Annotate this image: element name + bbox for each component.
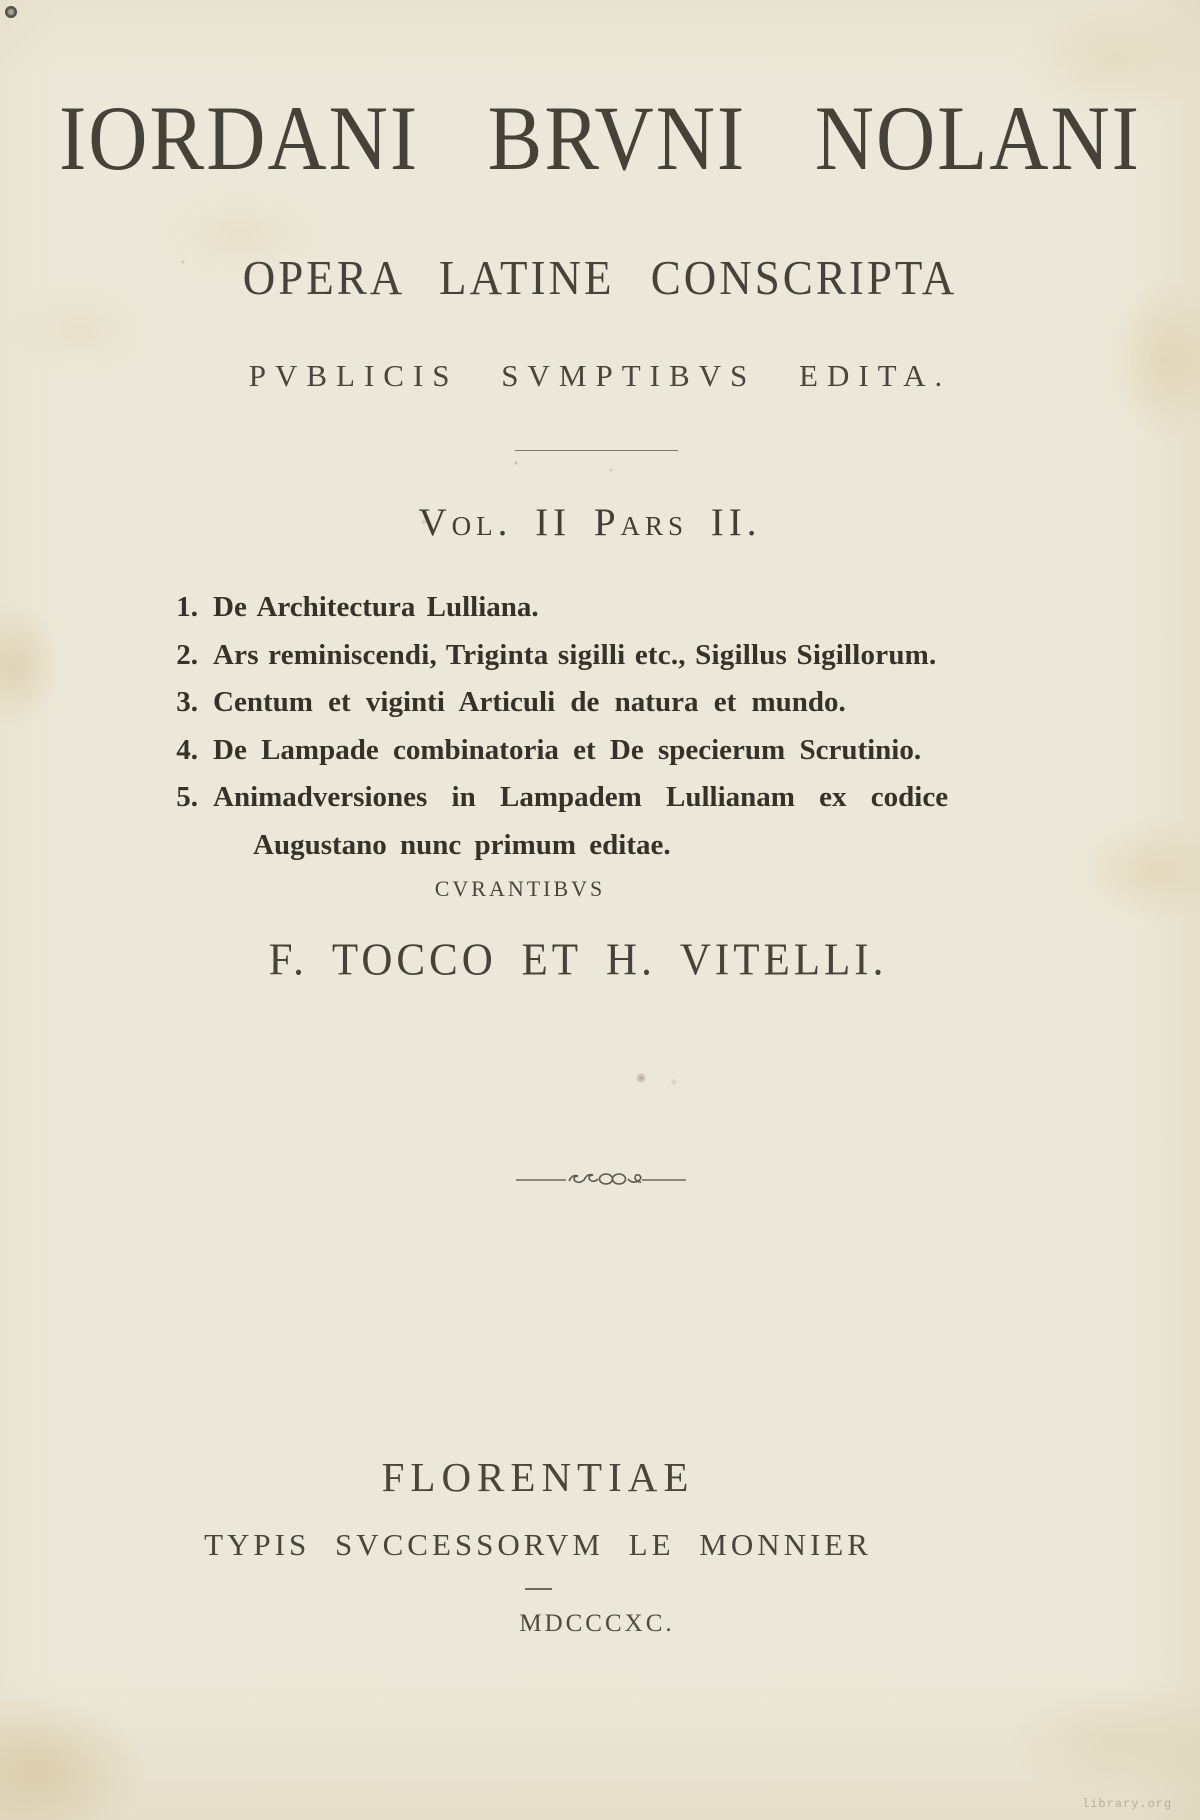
ornament-flourish-icon xyxy=(516,1170,686,1195)
list-item-text: Animadversiones in Lampadem Lullianam ex codice xyxy=(213,781,949,813)
list-item-text: Centum et viginti Articuli de natura et mundo. xyxy=(213,686,846,718)
list-item-text: De Lampade combinatoria et De specierum Scrutinio. xyxy=(213,733,922,766)
contents-list xyxy=(170,584,1030,869)
editors-line: F. TOCCO ET H. VITELLI. xyxy=(268,935,888,986)
list-item xyxy=(170,727,1030,775)
list-item-text: Ars reminiscendi, Triginta sigilli etc., Sigillus Sigillorum. xyxy=(213,638,937,671)
list-item-number: 3. xyxy=(176,686,198,718)
list-item xyxy=(170,774,1030,822)
imprint-place: FLORENTIAE xyxy=(381,1454,695,1500)
list-item xyxy=(170,679,1030,727)
divider-rule xyxy=(515,450,678,451)
curantibus-label: CVRANTIBVS xyxy=(434,876,606,901)
list-item-number: 5. xyxy=(176,781,198,813)
list-item xyxy=(170,584,1030,632)
volume-line: Vol. II Pars II. xyxy=(418,501,762,544)
imprint-printer: TYPIS SVCCESSORVM LE MONNIER xyxy=(204,1527,872,1562)
list-item xyxy=(170,632,1030,680)
scan-corner-mark-icon xyxy=(5,6,17,18)
list-item-number: 4. xyxy=(176,733,198,766)
edition-line: PVBLICIS SVMPTIBVS EDITA. xyxy=(248,358,952,393)
list-item-number: 1. xyxy=(176,591,198,623)
author-title: IORDANI BRVNI NOLANI xyxy=(58,87,1141,190)
scan-watermark: library.org xyxy=(1082,1797,1173,1811)
list-item-text: De Architectura Lulliana. xyxy=(213,591,539,623)
imprint-year: MDCCCXC. xyxy=(519,1610,675,1637)
list-item-number: 2. xyxy=(176,638,198,671)
list-item-continuation: Augustano nunc primum editae. xyxy=(253,828,671,861)
work-title: OPERA LATINE CONSCRIPTA xyxy=(242,251,958,305)
imprint-divider-rule xyxy=(525,1588,552,1590)
